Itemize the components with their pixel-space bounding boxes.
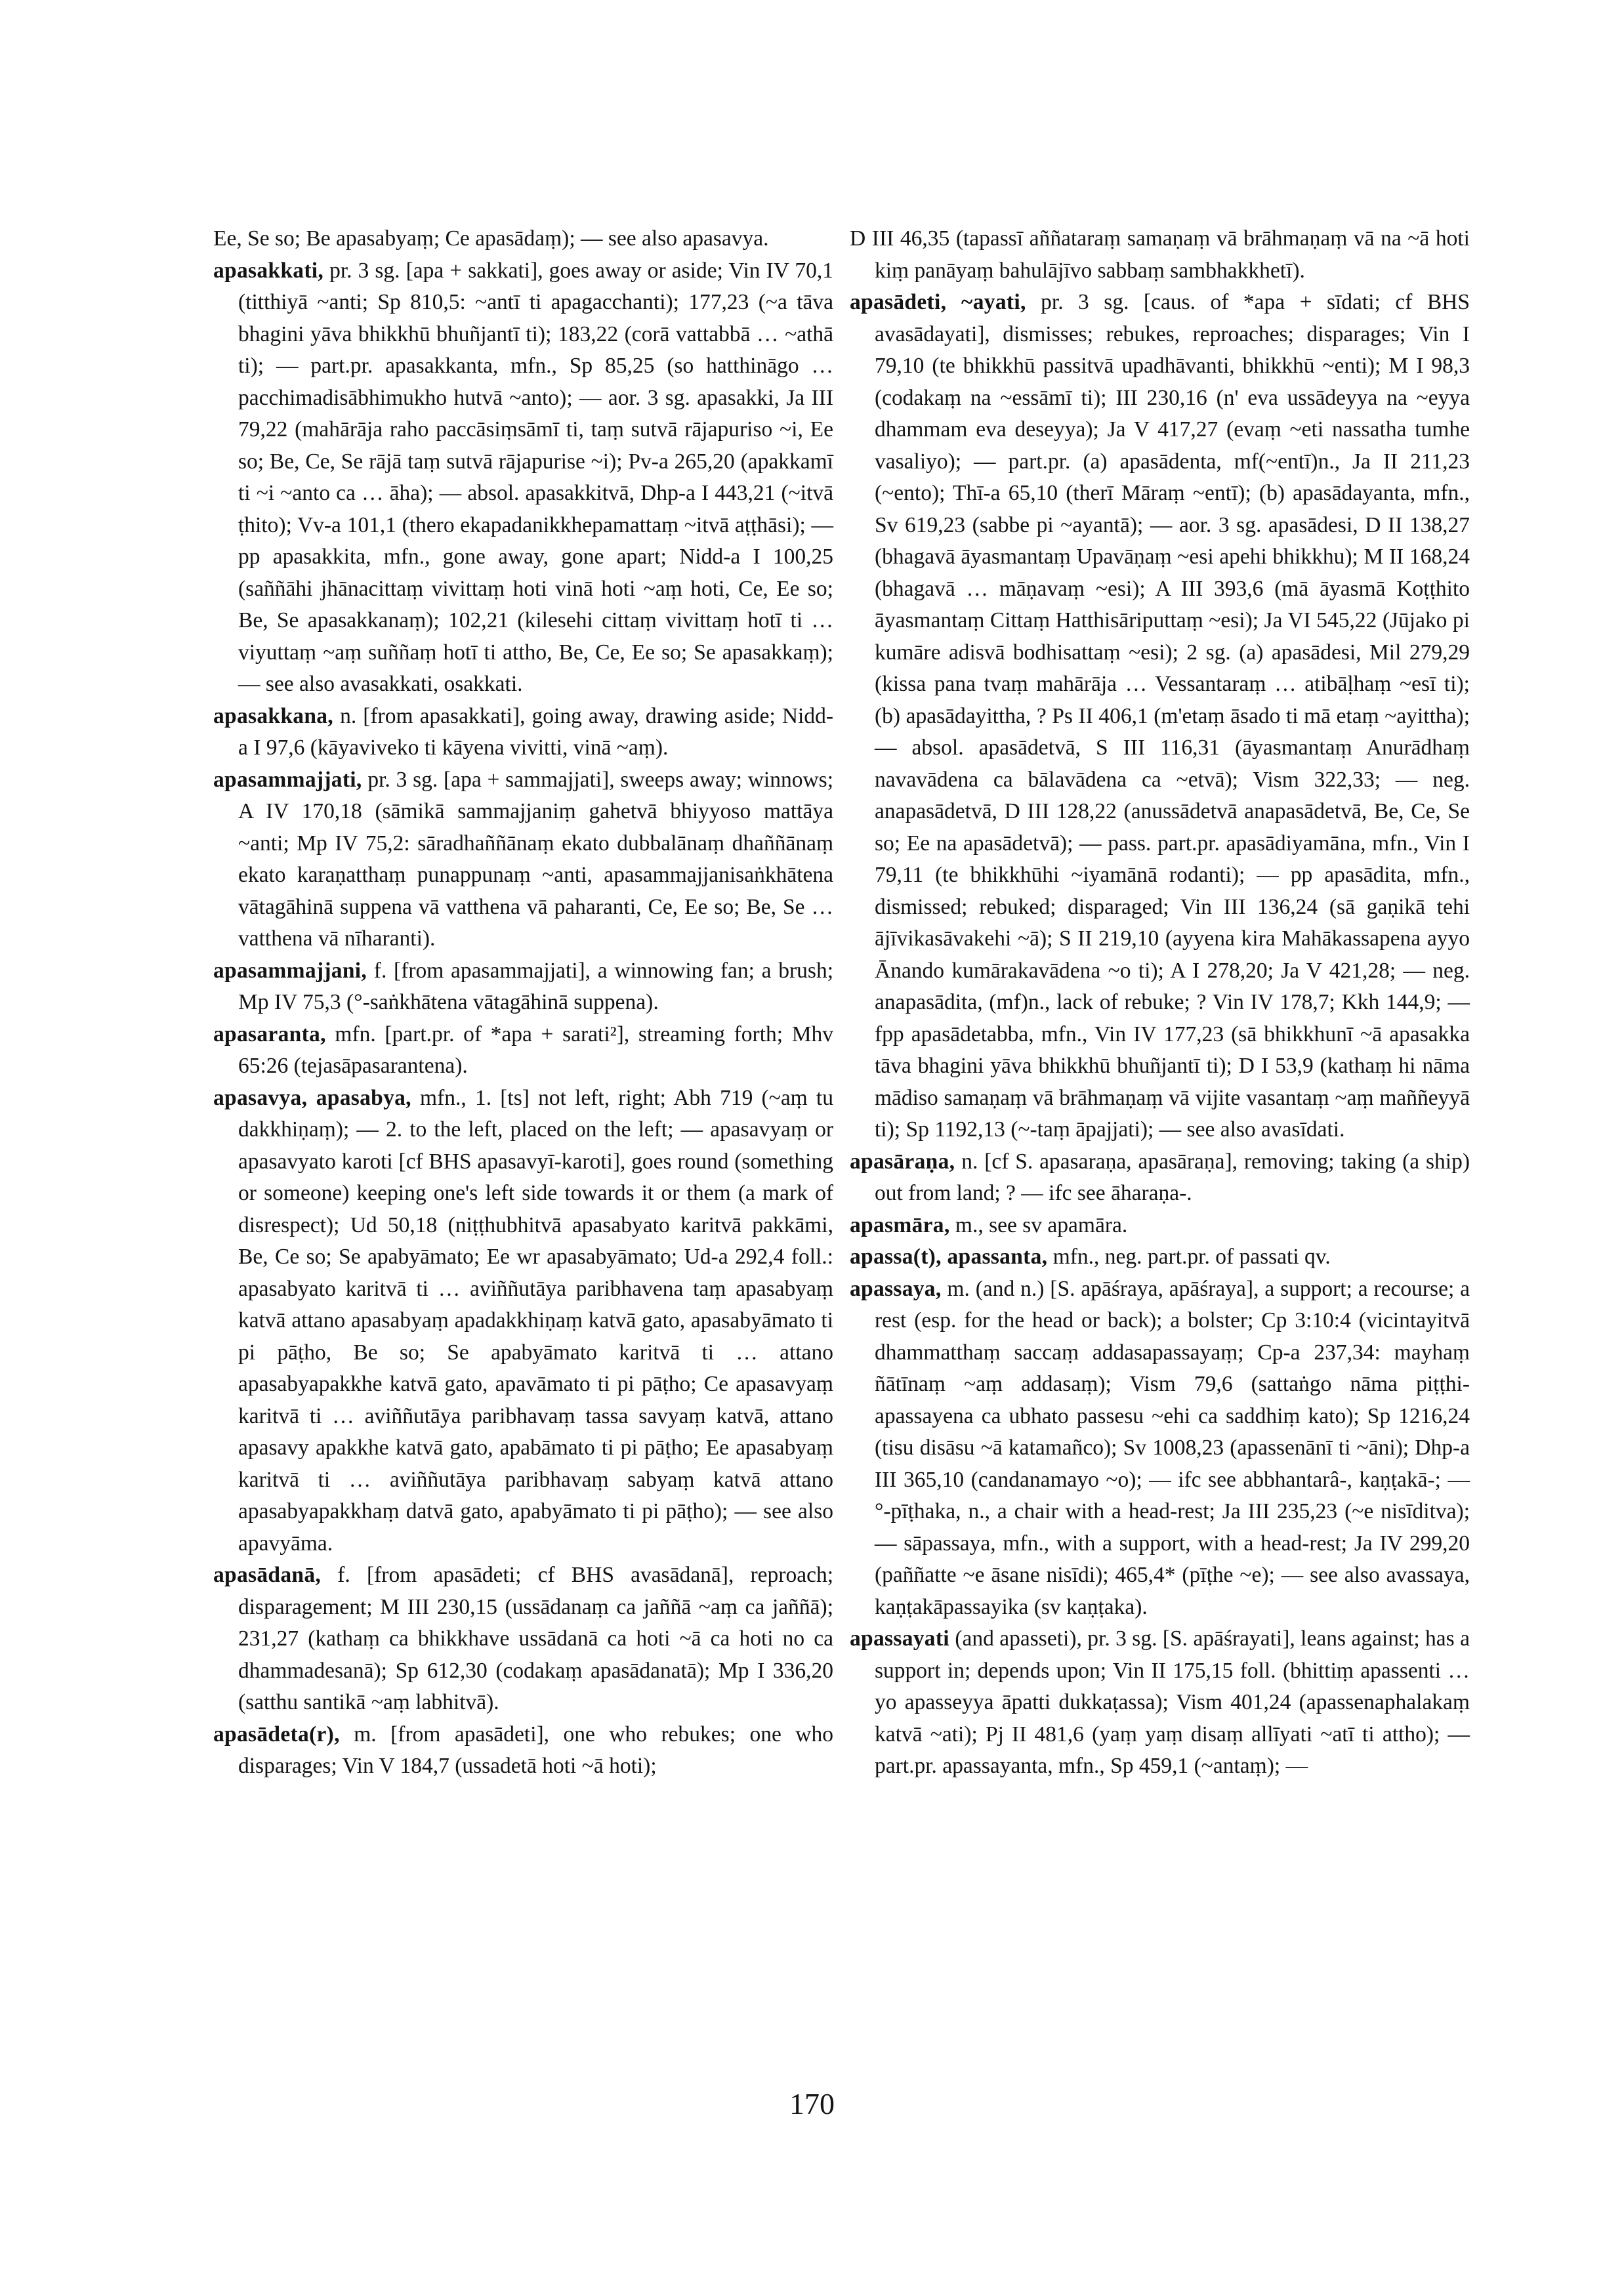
entry-body: mfn., 1. [ts] not left, right; Abh 719 (~aṃ tu dakkhiṇaṃ); — 2. to the left, placed on the left; — apasavyaṃ or apasavyato karoti [cf BHS apasavyī-karoti], goes round (something or someone) keeping one's left side towards it or them (a mark of disrespect); Ud 50,18 (niṭṭhubhitvā apasabyato karitvā pakkāmi, Be, Ce so; Se apabyāmato; Ee wr apasabyāmato; Ud-a 292,4 foll.: apasabyato karitvā ti … aviññutāya paribhavena taṃ apasabyaṃ katvā attano apasabyaṃ apadakkhiṇaṃ katvā gato, apasabyāmato ti pi pāṭho, Be so; Se apabyāmato karitvā ti … attano apasabyapakkhe katvā gato, apavāmato ti pi pāṭho; Ce apasavyaṃ karitvā ti … aviññutāya paribhavaṃ tassa savyaṃ katvā, attano apasavy apakkhe katvā gato, apabāmato ti pi pāṭho; Ee apasabyaṃ karitvā ti … aviññutāya paribhavaṃ sabyaṃ katvā attano apasabyapakkhaṃ datvā gato, apabyāmato ti pi pāṭho); — see also apavyāma. (238, 1085, 833, 1556)
dictionary-entry (213, 1083, 833, 1560)
entry-body: n. [cf S. apasaraṇa, apasāraṇa], removing; taking (a ship) out from land; ? — ifc see āharaṇa-. (875, 1149, 1470, 1205)
page-number: 170 (789, 2087, 835, 2120)
headword: apasakkati, (213, 258, 324, 283)
dictionary-entry (213, 1019, 833, 1083)
headword: apasādeti, ~ayati, (850, 290, 1026, 314)
headword: apasmāra, (850, 1212, 950, 1237)
headword: apassa(t), apassanta, (850, 1245, 1048, 1269)
headword: apasādanā, (213, 1563, 322, 1587)
dictionary-entry (850, 1623, 1470, 1783)
dictionary-entry (850, 1146, 1470, 1210)
headword: apasaranta, (213, 1022, 326, 1046)
headword: apasammajjani, (213, 958, 367, 983)
entry-body: pr. 3 sg. [caus. of *apa + sīdati; cf BHS avasādayati], dismisses; rebukes, reproaches; disparages; Vin I 79,10 (te bhikkhū passitvā upadhāvanti, bhikkhū ~enti); M I 98,3 (codakaṃ na ~essāmī ti); III 230,16 (n' eva ussādeyya na ~eyya dhammam eva deseyya); Ja V 417,27 (evaṃ ~eti nassatha tumhe vasaliyo); — part.pr. (a) apasādenta, mf(~entī)n., Ja II 211,23 (~ento); Thī-a 65,10 (therī Māraṃ ~entī); (b) apasādayanta, mfn., Sv 619,23 (sabbe pi ~ayantā); — aor. 3 sg. apasādesi, D II 138,27 (bhagavā āyasmantaṃ Upavāṇaṃ ~esi apehi bhikkhu); M II 168,24 (bhagavā … māṇavaṃ ~esi); A III 393,6 (mā āyasmā Koṭṭhito āyasmantaṃ Cittaṃ Hatthisāriputtaṃ ~esi); Ja VI 545,22 (Jūjako pi kumāre adisvā bodhisattaṃ ~esi); 2 sg. (a) apasādesi, Mil 279,29 (kissa pana tvaṃ mahārāja … Vessantaraṃ … atibāḷhaṃ ~esī ti); (b) apasādayittha, ? Ps II 406,1 (m'etaṃ āsado ti mā etaṃ ~ayittha); — absol. apasādetvā, S III 116,31 (āyasmantaṃ Anurādhaṃ navavādena ca bālavādena ca ~etvā); Vism 322,33; — neg. anapasādetvā, D III 128,22 (anussādetvā anapasādetvā, Be, Ce, Se so; Ee na apasādetvā); — pass. part.pr. apasādiyamāna, mfn., Vin I 79,11 (te bhikkhūhi ~iyamānā rodanti); — pp apasādita, mfn., dismissed; rebuked; disparaged; Vin III 136,24 (sā gaṇikā tehi ājīvikasāvakehi ~ā); S II 219,10 (ayyena kira Mahākassapena ayyo Ānando kumārakavādena ~o ti); A I 278,20; Ja V 421,28; — neg. anapasādita, (mf)n., lack of rebuke; ? Vin IV 178,7; Kkh 144,9; — fpp apasādetabba, mfn., Vin IV 177,23 (sā bhikkhunī ~ā apasakka tāva bhagini yāva bhikkhū bhuñjantī ti); D I 53,9 (kathaṃ hi nāma mādiso samaṇaṃ vā brāhmaṇaṃ vā vijite vasantaṃ ~aṃ maññeyyā ti); Sp 1192,13 (~-taṃ āpajjati); — see also avasīdati. (875, 290, 1470, 1142)
entry-body: pr. 3 sg. [apa + sakkati], goes away or aside; Vin IV 70,1 (titthiyā ~anti; Sp 810,5: ~antī ti apagacchanti); 177,23 (~a tāva bhagini yāva bhikkhū bhuñjantī ti); 183,22 (corā vattabbā … ~athā ti); — part.pr. apasakkanta, mfn., Sp 85,25 (so hatthināgo … pacchimadisābhimukho hutvā ~anto); — aor. 3 sg. apasakki, Ja III 79,22 (mahārāja raho paccāsiṃsāmī ti, taṃ sutvā rājapuriso ~i, Ee so; Be, Ce, Se rājā taṃ sutvā rājapurise ~i); Pv-a 265,20 (apakkamī ti ~i ~anto ca … āha); — absol. apasakkitvā, Dhp-a I 443,21 (~itvā ṭhito); Vv-a 101,1 (thero ekapadanikkhepamattaṃ ~itvā aṭṭhāsi); — pp apasakkita, mfn., gone away, gone apart; Nidd-a I 100,25 (saññāhi jhānacittaṃ vivittaṃ hoti vinā hoti ~aṃ hoti, Ce, Ee so; Be, Se apasakkanaṃ); 102,21 (kilesehi cittaṃ vivittaṃ hotī ti … viyuttaṃ ~aṃ suññaṃ hotī ti attho, Be, Ce, Ee so; Se apasakkaṃ); — see also avasakkati, osakkati. (238, 258, 834, 696)
headword: apasavya, apasabya, (213, 1085, 411, 1110)
headword: apasakkana, (213, 703, 333, 728)
entry-body: mfn. [part.pr. of *apa + sarati²], streaming forth; Mhv 65:26 (tejasāpasarantena). (238, 1022, 833, 1078)
dictionary-entry (850, 1241, 1470, 1273)
headword: apassayati (850, 1626, 949, 1651)
right-column (850, 223, 1470, 1783)
entry-body: f. [from apasammajjati], a winnowing fan; a brush; Mp IV 75,3 (°-saṅkhātena vātagāhinā suppena). (238, 958, 834, 1014)
entry-body: pr. 3 sg. [apa + sammajjati], sweeps away; winnows; A IV 170,18 (sāmikā sammajjaniṃ gahetvā bhiyyoso mattāya ~anti; Mp IV 75,2: sāradhaññānaṃ ekato dubbalānaṃ dhaññānaṃ ekato karaṇatthaṃ punappunaṃ ~anti, apasammajjanisaṅkhātena vātagāhinā suppena vā vatthena vā paharanti, Ce, Ee so; Be, Se … vatthena vā nīharanti). (238, 767, 833, 951)
headword: apasāraṇa, (850, 1149, 955, 1174)
left-column (213, 223, 833, 1783)
headword: apasammajjati, (213, 767, 362, 792)
entry-body: m. (and n.) [S. apāśraya, apāśraya], a support; a recourse; a rest (esp. for the head or back); a bolster; Cp 3:10:4 (vicintayitvā dhammatthaṃ saccaṃ addasapassayaṃ; Cp-a 237,34: mayhaṃ ñātīnaṃ ~aṃ addasaṃ); Vism 79,6 (sattaṅgo nāma piṭṭhi-apassayena ca ubhato passesu ~ehi ca saddhiṃ kato); Sp 1216,24 (tisu disāsu ~ā katamañco); Sv 1008,23 (apassenānī ti ~āni); Dhp-a III 365,10 (candanamayo ~o); — ifc see abbhantarâ-, kaṇṭakā-; — °-pīṭhaka, n., a chair with a head-rest; Ja III 235,23 (~e nisīditva); — sāpassaya, mfn., with a support, with a head-rest; Ja IV 299,20 (paññatte ~e āsane nisīdi); 465,4* (pīṭhe ~e); — see also avassaya, kaṇṭakāpassayika (sv kaṇṭaka). (875, 1276, 1470, 1619)
dictionary-entry (850, 1273, 1470, 1624)
entry-body: (and apasseti), pr. 3 sg. [S. apāśrayati], leans against; has a support in; depends upon; Vin II 175,15 foll. (bhittiṃ apassenti … yo apasseyya āpatti dukkaṭassa); Vism 401,24 (apassenaphalakaṃ katvā ~ati); Pj II 481,6 (yaṃ yaṃ disaṃ allīyati ~atī ti attho); — part.pr. apassayanta, mfn., Sp 459,1 (~antaṃ); — (875, 1626, 1470, 1778)
entry-body: D III 46,35 (tapassī aññataraṃ samaṇaṃ vā brāhmaṇaṃ vā na ~ā hoti kiṃ panāyaṃ bahulājīvo sabbaṃ sambhakkhetī). (850, 226, 1470, 283)
entry-body: m., see sv apamāra. (955, 1212, 1128, 1237)
dictionary-entry (850, 1210, 1470, 1242)
headword: apassaya, (850, 1276, 942, 1301)
entry-body: n. [from apasakkati], going away, drawing aside; Nidd-a I 97,6 (kāyaviveko ti kāyena vivitti, vinā ~aṃ). (238, 703, 833, 760)
dictionary-entry (213, 764, 833, 955)
headword: apasādeta(r), (213, 1722, 340, 1747)
dictionary-entry (213, 223, 833, 255)
entry-body: f. [from apasādeti; cf BHS avasādanā], reproach; disparagement; M III 230,15 (ussādanaṃ ca jaññā ~aṃ ca jaññā); 231,27 (kathaṃ ca bhikkhave ussādanā ca hoti ~ā ca hoti no ca dhammadesanā); Sp 612,30 (codakaṃ apasādanatā); Mp I 336,20 (satthu santikā ~aṃ labhitvā). (238, 1563, 834, 1714)
dictionary-entry (213, 1560, 833, 1719)
dictionary-entry (213, 1719, 833, 1783)
dictionary-entry (213, 955, 833, 1019)
dictionary-entry (213, 255, 833, 701)
dictionary-entry (850, 223, 1470, 287)
entry-body: mfn., neg. part.pr. of passati qv. (1052, 1245, 1331, 1269)
dictionary-entry (850, 287, 1470, 1146)
entry-body: m. [from apasādeti], one who rebukes; one who disparages; Vin V 184,7 (ussadetā hoti ~ā hoti); (238, 1722, 833, 1778)
dictionary-entry (213, 701, 833, 764)
entry-body: Ee, Se so; Be apasabyaṃ; Ce apasādaṃ); — see also apasavya. (213, 226, 769, 251)
